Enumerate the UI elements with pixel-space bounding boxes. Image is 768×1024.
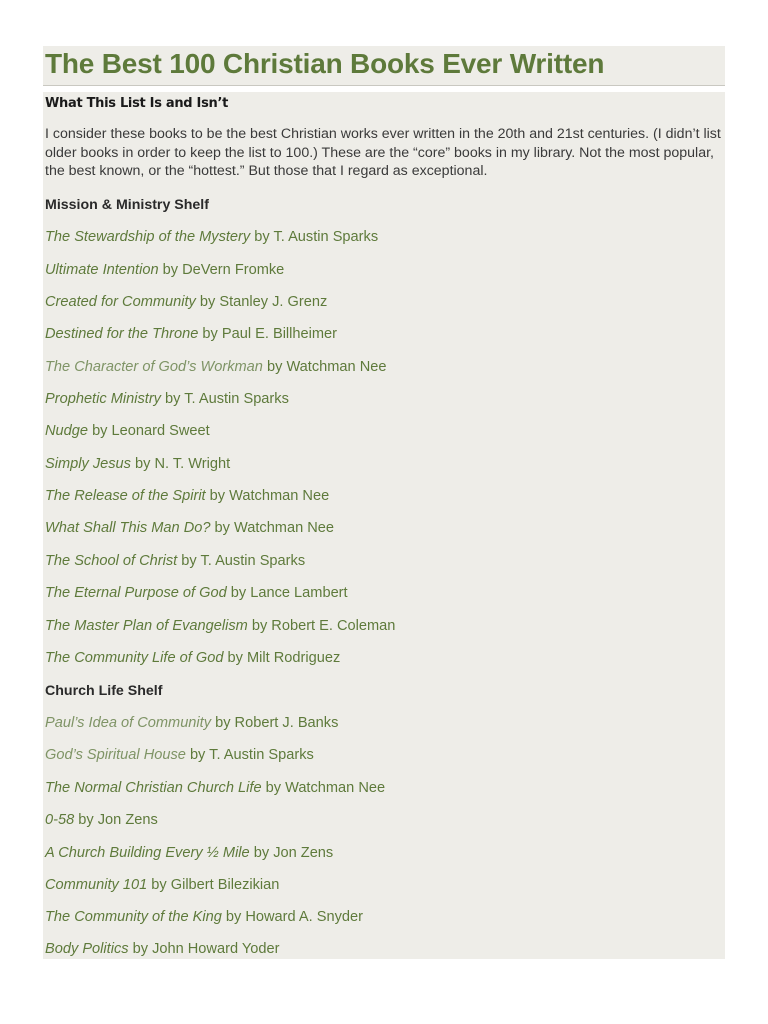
- book-author: by T. Austin Sparks: [160, 391, 289, 407]
- intro-paragraph: I consider these books to be the best Christian works ever written in the 20th and 21st centuries. (I didn’t list older books in order to keep the list to 100.) These are the “core” books in my library. Not the most popular, the best known, or the “hottest.” But those that I regard as exceptional.: [45, 126, 721, 179]
- book-title-link[interactable]: Body Politics: [45, 941, 129, 957]
- book-title-link[interactable]: The Stewardship of the Mystery: [45, 229, 251, 245]
- book-title-link[interactable]: Simply Jesus: [45, 456, 131, 472]
- book-entry: [45, 422, 210, 440]
- book-entry: [45, 811, 158, 829]
- book-title-link[interactable]: The School of Christ: [45, 553, 178, 569]
- book-entry: [45, 293, 327, 311]
- book-title-link[interactable]: The Release of the Spirit: [45, 488, 206, 504]
- section-subtitle: What This List Is and Isn’t: [45, 96, 229, 111]
- book-entry: [45, 519, 334, 537]
- book-entry: [45, 358, 386, 376]
- book-entry: [45, 455, 230, 473]
- book-author: by Watchman Nee: [205, 488, 330, 504]
- book-author: by DeVern Fromke: [158, 262, 285, 278]
- book-entry: [45, 617, 395, 635]
- book-entry: [45, 325, 337, 343]
- book-title-link[interactable]: God’s Spiritual House: [45, 747, 186, 763]
- book-title-link[interactable]: Created for Community: [45, 294, 196, 310]
- book-author: by Paul E. Billheimer: [198, 326, 338, 342]
- book-author: by N. T. Wright: [130, 456, 231, 472]
- book-entry: [45, 649, 340, 667]
- book-entry: [45, 940, 279, 958]
- book-author: by T. Austin Sparks: [177, 553, 306, 569]
- book-title-link[interactable]: A Church Building Every ½ Mile: [45, 845, 250, 861]
- book-title-link[interactable]: The Community of the King: [45, 909, 222, 925]
- book-title-link[interactable]: Destined for the Throne: [45, 326, 199, 342]
- book-author: by Robert E. Coleman: [247, 618, 396, 634]
- book-author: by T. Austin Sparks: [185, 747, 314, 763]
- book-entry: [45, 228, 378, 246]
- book-entry: [45, 261, 284, 279]
- book-entry: [45, 844, 333, 862]
- book-title-link[interactable]: The Master Plan of Evangelism: [45, 618, 248, 634]
- book-author: by Stanley J. Grenz: [195, 294, 328, 310]
- book-title-link[interactable]: The Character of God’s Workman: [45, 359, 263, 375]
- book-title-link[interactable]: The Community Life of God: [45, 650, 224, 666]
- book-entry: [45, 584, 348, 602]
- book-entry: [45, 390, 289, 408]
- book-title-link[interactable]: Prophetic Ministry: [45, 391, 161, 407]
- page-title: The Best 100 Christian Books Ever Written: [45, 48, 605, 79]
- book-author: by T. Austin Sparks: [250, 229, 379, 245]
- book-author: by Jon Zens: [74, 812, 158, 828]
- book-title-link[interactable]: What Shall This Man Do?: [45, 520, 211, 536]
- book-title-link[interactable]: The Eternal Purpose of God: [45, 585, 227, 601]
- book-author: by Milt Rodriguez: [223, 650, 341, 666]
- book-entry: [45, 487, 329, 505]
- book-entry: [45, 908, 363, 926]
- book-title-link[interactable]: 0-58: [45, 812, 75, 828]
- book-author: by Robert J. Banks: [211, 715, 339, 731]
- book-author: by Gilbert Bilezikian: [147, 877, 280, 893]
- book-author: by Watchman Nee: [261, 780, 386, 796]
- book-entry: [45, 552, 305, 570]
- book-title-link[interactable]: Nudge: [45, 423, 89, 439]
- book-author: by Lance Lambert: [226, 585, 348, 601]
- book-entry: [45, 746, 314, 764]
- book-title-link[interactable]: Ultimate Intention: [45, 262, 159, 278]
- book-author: by Jon Zens: [249, 845, 334, 861]
- book-title-link[interactable]: Paul’s Idea of Community: [45, 715, 212, 731]
- book-entry: [45, 876, 279, 894]
- title-banner: [43, 46, 725, 86]
- book-author: by John Howard Yoder: [128, 941, 280, 957]
- shelf-heading-church-life: Church Life Shelf: [45, 683, 163, 699]
- book-entry: [45, 779, 385, 797]
- book-author: by Howard A. Snyder: [221, 909, 363, 925]
- book-author: by Watchman Nee: [210, 520, 335, 536]
- book-title-link[interactable]: Community 101: [45, 877, 148, 893]
- book-author: by Leonard Sweet: [88, 423, 210, 439]
- book-title-link[interactable]: The Normal Christian Church Life: [45, 780, 262, 796]
- content-panel: [43, 92, 725, 959]
- shelf-heading-mission-ministry: Mission & Ministry Shelf: [45, 197, 209, 213]
- book-entry: [45, 714, 338, 732]
- book-author: by Watchman Nee: [262, 359, 387, 375]
